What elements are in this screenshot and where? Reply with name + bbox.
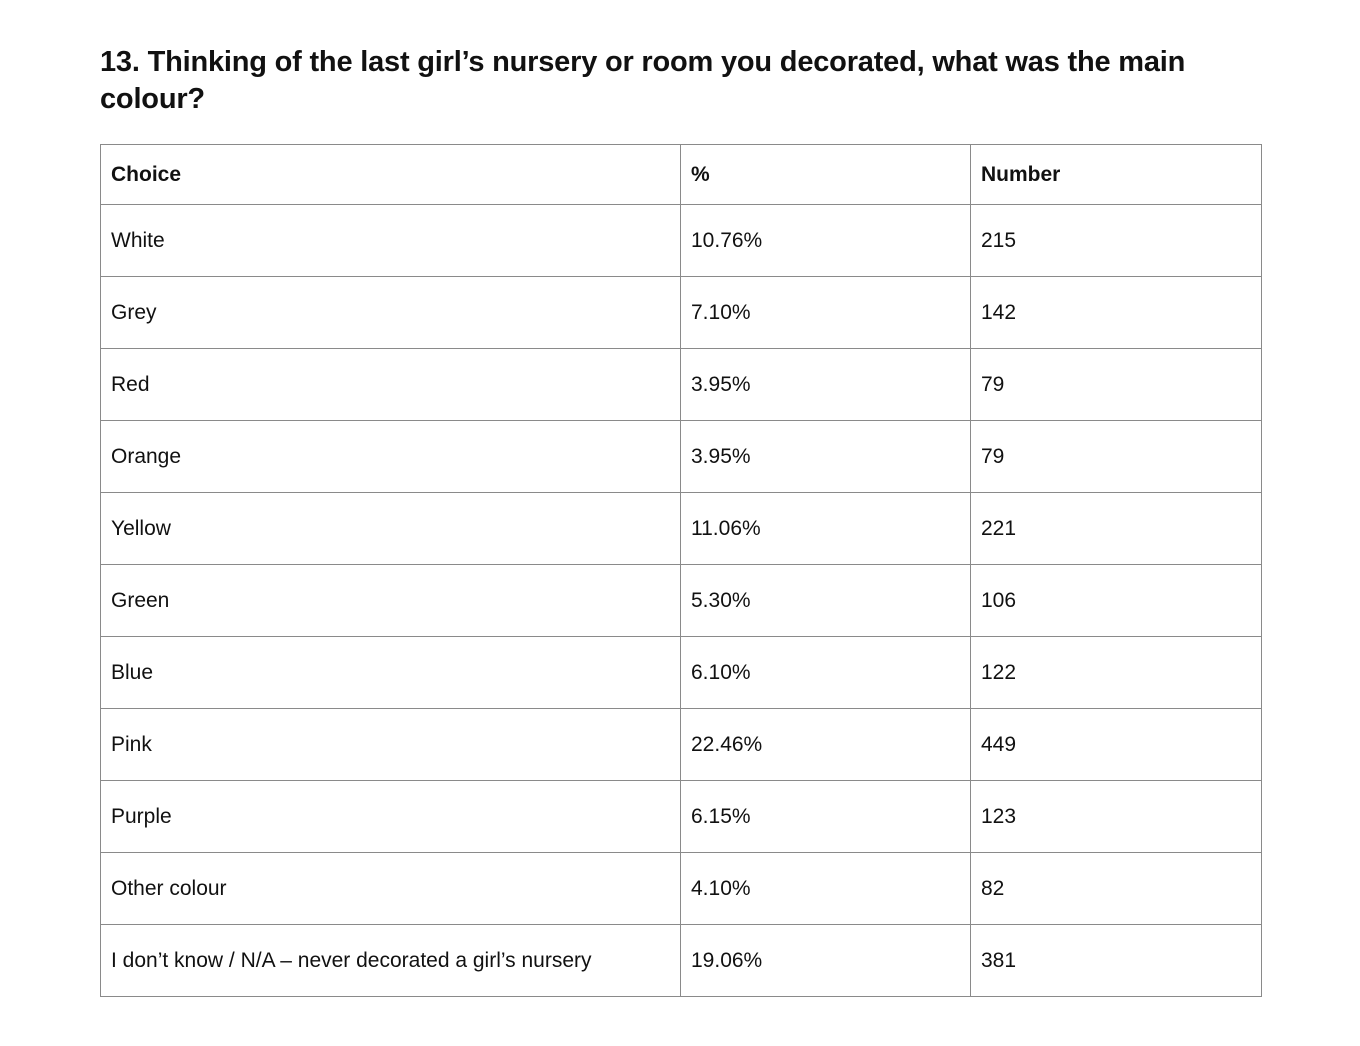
table-row [101, 205, 1262, 277]
percent-cell: 3.95% [681, 421, 971, 493]
table-header [101, 145, 1262, 205]
table-body [101, 205, 1262, 997]
percent-cell: 4.10% [681, 853, 971, 925]
choice-cell: Pink [101, 709, 681, 781]
percent-cell: 3.95% [681, 349, 971, 421]
percent-cell: 10.76% [681, 205, 971, 277]
percent-cell: 6.10% [681, 637, 971, 709]
results-table [100, 144, 1262, 997]
percent-cell: 11.06% [681, 493, 971, 565]
choice-cell: Yellow [101, 493, 681, 565]
question-title: 13. Thinking of the last girl’s nursery or room you decorated, what was the main colour? [100, 46, 1186, 115]
percent-cell: 5.30% [681, 565, 971, 637]
header-choice: Choice [101, 145, 681, 205]
choice-cell: I don’t know / N/A – never decorated a girl’s nursery [101, 925, 681, 997]
choice-cell: Grey [101, 277, 681, 349]
table-row [101, 349, 1262, 421]
percent-cell: 22.46% [681, 709, 971, 781]
table-row [101, 493, 1262, 565]
table-row [101, 277, 1262, 349]
number-cell: 82 [971, 853, 1262, 925]
table-row [101, 925, 1262, 997]
number-cell: 215 [971, 205, 1262, 277]
table-row [101, 421, 1262, 493]
choice-cell: Orange [101, 421, 681, 493]
table-row [101, 637, 1262, 709]
number-cell: 381 [971, 925, 1262, 997]
number-cell: 123 [971, 781, 1262, 853]
number-cell: 79 [971, 349, 1262, 421]
number-cell: 142 [971, 277, 1262, 349]
choice-cell: Red [101, 349, 681, 421]
table-row [101, 781, 1262, 853]
number-cell: 449 [971, 709, 1262, 781]
choice-cell: White [101, 205, 681, 277]
percent-cell: 19.06% [681, 925, 971, 997]
choice-cell: Purple [101, 781, 681, 853]
header-number: Number [971, 145, 1262, 205]
table-row [101, 565, 1262, 637]
percent-cell: 7.10% [681, 277, 971, 349]
table-row [101, 853, 1262, 925]
number-cell: 79 [971, 421, 1262, 493]
header-row [101, 145, 1262, 205]
number-cell: 122 [971, 637, 1262, 709]
header-percent: % [681, 145, 971, 205]
choice-cell: Green [101, 565, 681, 637]
number-cell: 106 [971, 565, 1262, 637]
number-cell: 221 [971, 493, 1262, 565]
choice-cell: Other colour [101, 853, 681, 925]
choice-cell: Blue [101, 637, 681, 709]
percent-cell: 6.15% [681, 781, 971, 853]
table-row [101, 709, 1262, 781]
